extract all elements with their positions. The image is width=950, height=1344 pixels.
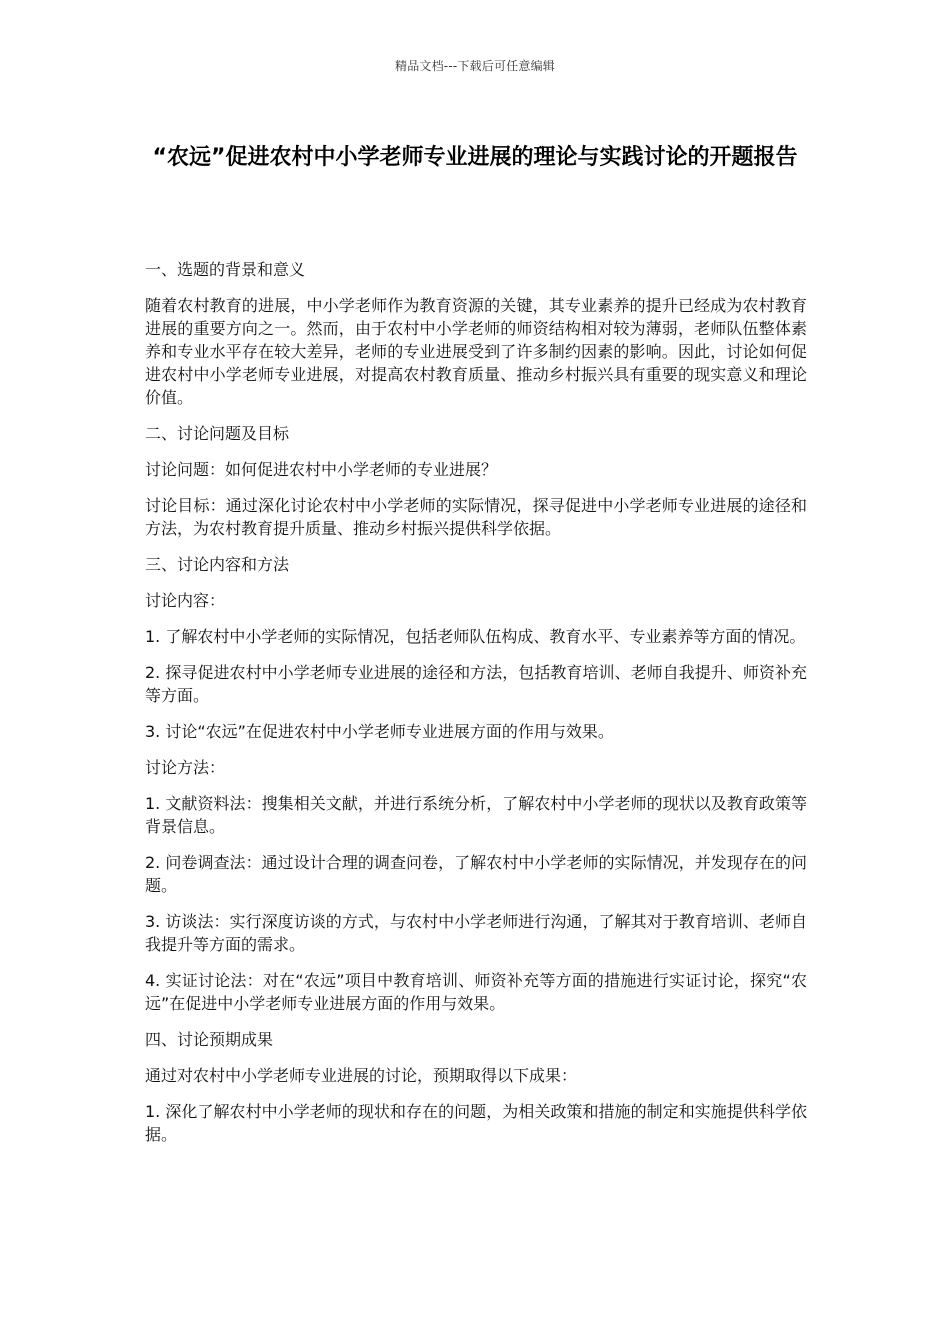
body-paragraph: 讨论目标：通过深化讨论农村中小学老师的实际情况，探寻促进中小学老师专业进展的途径和方法，为农村教育提升质量、推动乡村振兴提供科学依据。	[145, 496, 807, 538]
list-item: 3. 访谈法：实行深度访谈的方式，与农村中小学老师进行沟通，了解其对于教育培训、老师自我提升等方面的需求。	[145, 912, 807, 954]
list-item: 4. 实证讨论法：对在“农远”项目中教育培训、师资补充等方面的措施进行实证讨论，探究“农远”在促进中小学老师专业进展方面的作用与效果。	[145, 971, 807, 1013]
section-heading: 一、选题的背景和意义	[145, 260, 306, 279]
header-note: 精品文档---下载后可任意编辑	[395, 59, 555, 73]
list-item: 1. 深化了解农村中小学老师的现状和存在的问题，为相关政策和措施的制定和实施提供科学依据。	[145, 1102, 807, 1144]
list-item: 1. 了解农村中小学老师的实际情况，包括老师队伍构成、教育水平、专业素养等方面的情况。	[145, 627, 806, 646]
list-item: 2. 问卷调查法：通过设计合理的调查问卷，了解农村中小学老师的实际情况，并发现存在的问题。	[145, 853, 807, 895]
document-title: “农远”促进农村中小学老师专业进展的理论与实践讨论的开题报告	[152, 145, 798, 170]
list-item: 1. 文献资料法：搜集相关文献，并进行系统分析，了解农村中小学老师的现状以及教育政策等背景信息。	[145, 794, 807, 836]
list-item: 3. 讨论“农远”在促进农村中小学老师专业进展方面的作用与效果。	[145, 722, 614, 741]
section-heading: 二、讨论问题及目标	[145, 424, 290, 443]
body-paragraph: 随着农村教育的进展，中小学老师作为教育资源的关键，其专业素养的提升已经成为农村教育进展的重要方向之一。然而，由于农村中小学老师的师资结构相对较为薄弱，老师队伍整体素养和专业水平存在较大差异，老师的专业进展受到了许多制约因素的影响。因此，讨论如何促进农村中小学老师专业进展，对提高农村教育质量、推动乡村振兴具有重要的现实意义和理论价值。	[145, 296, 807, 407]
body-paragraph: 讨论内容：	[145, 591, 226, 610]
body-paragraph: 讨论问题：如何促进农村中小学老师的专业进展？	[145, 460, 498, 479]
body-paragraph: 讨论方法：	[145, 758, 226, 777]
section-heading: 四、讨论预期成果	[145, 1030, 274, 1049]
section-heading: 三、讨论内容和方法	[145, 555, 290, 574]
list-item: 2. 探寻促进农村中小学老师专业进展的途径和方法，包括教育培训、老师自我提升、师资补充等方面。	[145, 663, 807, 705]
body-paragraph: 通过对农村中小学老师专业进展的讨论，预期取得以下成果：	[145, 1066, 578, 1085]
document-body	[145, 258, 807, 1159]
